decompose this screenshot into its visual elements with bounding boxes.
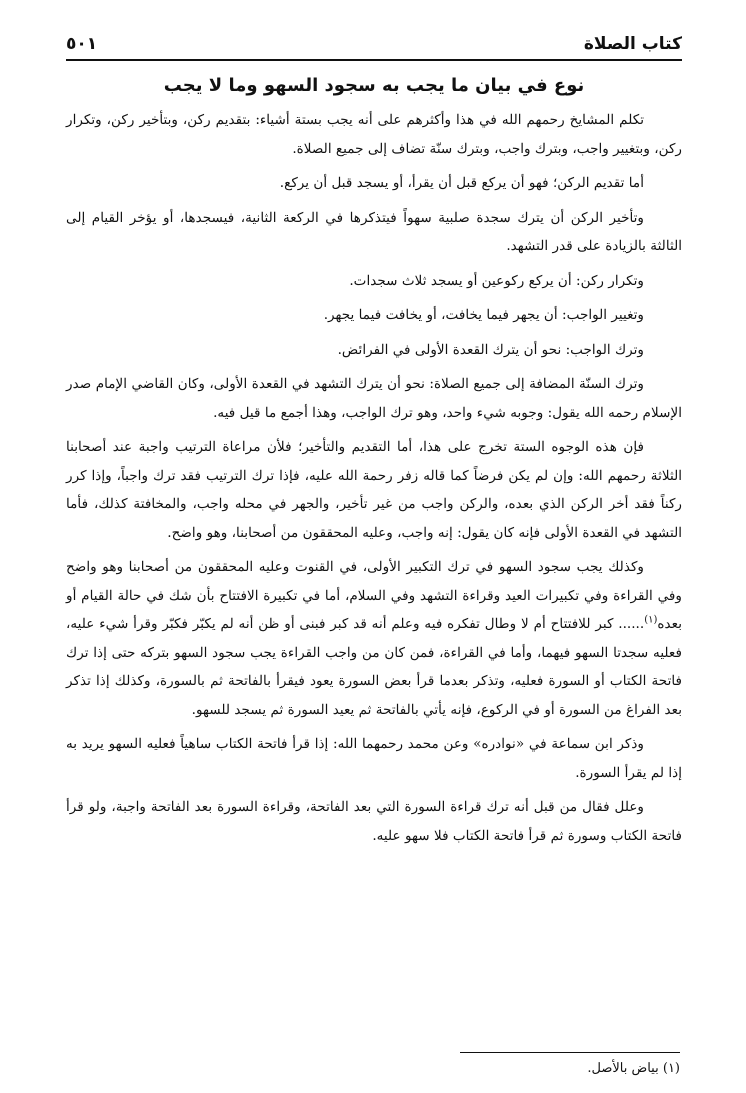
footnote: [66, 1060, 680, 1078]
paragraph-text-part: ...... كبر للافتتاح أم لا وطال تفكره فيه وعلم أنه قد كبر فبنى أو ظن أنه لم يكبّر فكبّر وقرأ شيء عليه، فعليه سجدتا السهو فيهما، وأما في القراءة، فمن كان من واجب القراءة يجب سجود السهو بتركه حتى إذا ترك فاتحة الكتاب أو السورة فعليه، وتذكر بعدما قرأ بعض السورة يعود فيقرأ بالفاتحة ثم بالسورة، وكذلك إذا تذكر بعد الفراغ من السورة أو في الركوع، فإنه يأتي بالفاتحة ثم يعيد السورة ثم يسجد للسهو.: [66, 616, 682, 718]
paragraph: وعلل فقال من قبل أنه ترك قراءة السورة التي بعد الفاتحة، وقراءة السورة بعد الفاتحة واجبة، ولو قرأ فاتحة الكتاب وسورة ثم قرأ فاتحة الكتاب فلا سهو عليه.: [66, 799, 682, 844]
paragraph: أما تقديم الركن؛ فهو أن يركع قبل أن يقرأ، أو يسجد قبل أن يركع.: [279, 175, 644, 191]
running-head: [66, 34, 682, 61]
paragraph: فإن هذه الوجوه الستة تخرج على هذا، أما التقديم والتأخير؛ فلأن مراعاة الترتيب واجبة عند أصحابنا الثلاثة رحمهم الله: وإن لم يكن فرضاً كما قاله زفر رحمة الله عليه، فإذا ترك الترتيب فقد ترك واجباً، وإذا كرر ركناً فقد أخر الركن الذي بعده، والركن واجب من غير تأخير، والجهر في محله واجب، والمخافتة كذلك، فأما التشهد في القعدة الأولى فإنه كان يقول: إنه واجب، وعليه المحققون من أصحابنا، وهو واضح.: [66, 439, 682, 541]
footnote-mark: (١): [662, 1061, 680, 1076]
paragraph: وذكر ابن سماعة في «نوادره» وعن محمد رحمهما الله: إذا قرأ فاتحة الكتاب ساهياً فعليه السهو يريد به إذا لم يقرأ السورة.: [66, 736, 682, 781]
paragraph: وتغيير الواجب: أن يجهر فيما يخافت، أو يخافت فيما يجهر.: [323, 307, 644, 323]
footnote-text: بياض بالأصل.: [587, 1061, 659, 1076]
paragraph-with-footnote: [66, 553, 682, 724]
paragraph: تكلم المشايخ رحمهم الله في هذا وأكثرهم على أنه يجب بستة أشياء: بتقديم ركن، وبتأخير ركن، وتكرار ركن، وبتغيير واجب، وبترك واجب، وبترك سنّة تضاف إلى جميع الصلاة.: [66, 112, 682, 157]
book-title: كتاب الصلاة: [583, 34, 682, 54]
section-title: نوع في بيان ما يجب به سجود السهو وما لا يجب: [163, 75, 585, 96]
page-number: ٥٠١: [66, 34, 98, 54]
footnote-divider: [460, 1052, 680, 1053]
paragraph: وترك الواجب: نحو أن يترك القعدة الأولى في الفرائض.: [337, 341, 644, 358]
paragraph: وتأخير الركن أن يترك سجدة صلبية سهواً فيتذكرها في الركعة الثانية، فيسجدها، أو يؤخر القيام إلى الثالثة بالزيادة على قدر التشهد.: [66, 209, 682, 254]
paragraph: وترك السنّة المضافة إلى جميع الصلاة: نحو أن يترك التشهد في القعدة الأولى، وكان القاضي الإمام صدر الإسلام رحمه الله يقول: وجوبه شيء واحد، وهو ترك الواجب، وهذا أجمع ما قيل فيه.: [66, 376, 682, 421]
footnote-reference[interactable]: (١): [644, 614, 658, 626]
paragraph: وتكرار ركن: أن يركع ركوعين أو يسجد ثلاث سجدات.: [349, 272, 644, 289]
paragraph-text-part: وكذلك يجب سجود السهو في ترك التكبير الأولى، في القنوت وعليه المحققون من أصحابنا وهو واضح وفي القراءة وفي تكبيرات العيد وقراءة التشهد وفي السلام، أما في تكبيرة الافتتاح بأن شك في حالة القيام أو بعده: [66, 559, 682, 632]
body-text: [66, 106, 682, 850]
